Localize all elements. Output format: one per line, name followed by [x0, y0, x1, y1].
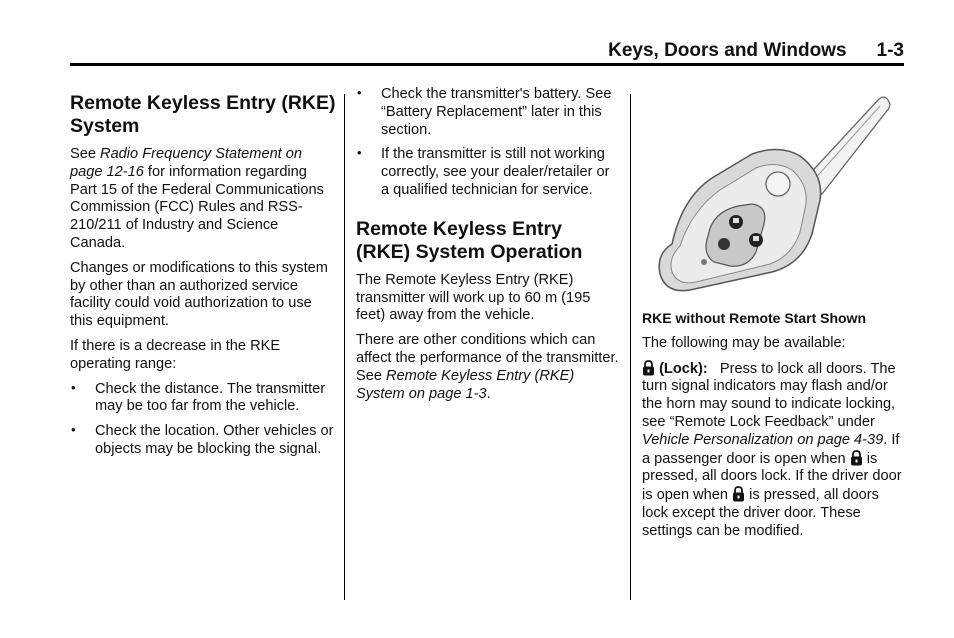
bullet-icon: • — [71, 379, 76, 395]
bullet-list — [356, 86, 620, 200]
section-heading: Remote Keyless Entry (RKE) System Operation — [356, 217, 583, 263]
lock-label: (Lock): — [659, 360, 708, 377]
paragraph: The Remote Keyless Entry (RKE) transmitter will work up to 60 m (195 feet) away from the vehicle. — [356, 271, 591, 324]
figure-caption: RKE without Remote Start Shown — [642, 310, 866, 326]
list-item: • Check the location. Other vehicles or objects may be blocking the signal. — [71, 422, 334, 457]
key-release-button — [766, 172, 790, 196]
column-divider-2 — [630, 94, 631, 600]
lock-icon — [642, 360, 655, 376]
header-rule — [70, 63, 904, 66]
column-1 — [70, 92, 336, 466]
list-item: • Check the transmitter's battery. See “Battery Replacement” later in this section. — [357, 85, 612, 138]
cross-reference: Vehicle Personalization on page 4-39 — [642, 431, 884, 448]
section-title: Keys, Doors and Windows — [608, 40, 847, 61]
paragraph: If there is a decrease in the RKE operating range: — [70, 337, 281, 372]
list-item: • Check the distance. The transmitter may be too far from the vehicle. — [71, 379, 326, 415]
section-heading: Remote Keyless Entry (RKE) System — [70, 92, 336, 137]
lock-icon — [732, 486, 745, 502]
paragraph: The following may be available: — [642, 334, 846, 351]
page-header — [70, 40, 904, 62]
list-item: • If the transmitter is still not working correctly, see your dealer/retailer or a qualified technician for service. — [357, 145, 610, 198]
lock-icon — [850, 450, 863, 466]
key-fob-illustration — [652, 94, 902, 299]
bullet-icon: • — [71, 422, 76, 438]
cross-reference: Remote Keyless Entry (RKE) System on page 1-3 — [356, 367, 575, 402]
cross-reference: Radio Frequency Statement on page 12-16 — [70, 146, 303, 180]
bullet-list — [70, 381, 336, 459]
column-2 — [356, 86, 620, 410]
page-number: 1-3 — [876, 40, 904, 61]
column-3 — [642, 310, 904, 548]
column-divider-1 — [344, 94, 345, 600]
paragraph: There are other conditions which can affect the performance of the transmitter. See Remote Keyless Entry (RKE) System on page 1-3. — [356, 332, 619, 402]
paragraph: Changes or modifications to this system by other than an authorized service facility could void authorization to use this equipment. — [70, 259, 328, 330]
bullet-icon: • — [357, 145, 362, 161]
bullet-icon: • — [357, 85, 362, 100]
paragraph: See Radio Frequency Statement on page 12-16 for information regarding Part 15 of the Federal Communications Commission (FCC) Rules and RSS-210/211 of Industry and Science Canada. — [70, 146, 324, 251]
paragraph: (Lock): Press to lock all doors. The turn signal indicators may flash and/or the horn may sound to indicate locking, see “Remote Lock Feedback” under Vehicle Personalization on page 4-39. If a passenger door is open when is pressed, all doors lock. If the driver door is open when is pressed, all doors lock except the driver door. These settings can be modified. — [642, 360, 902, 539]
panic-button — [701, 259, 707, 265]
trunk-button — [718, 238, 730, 250]
